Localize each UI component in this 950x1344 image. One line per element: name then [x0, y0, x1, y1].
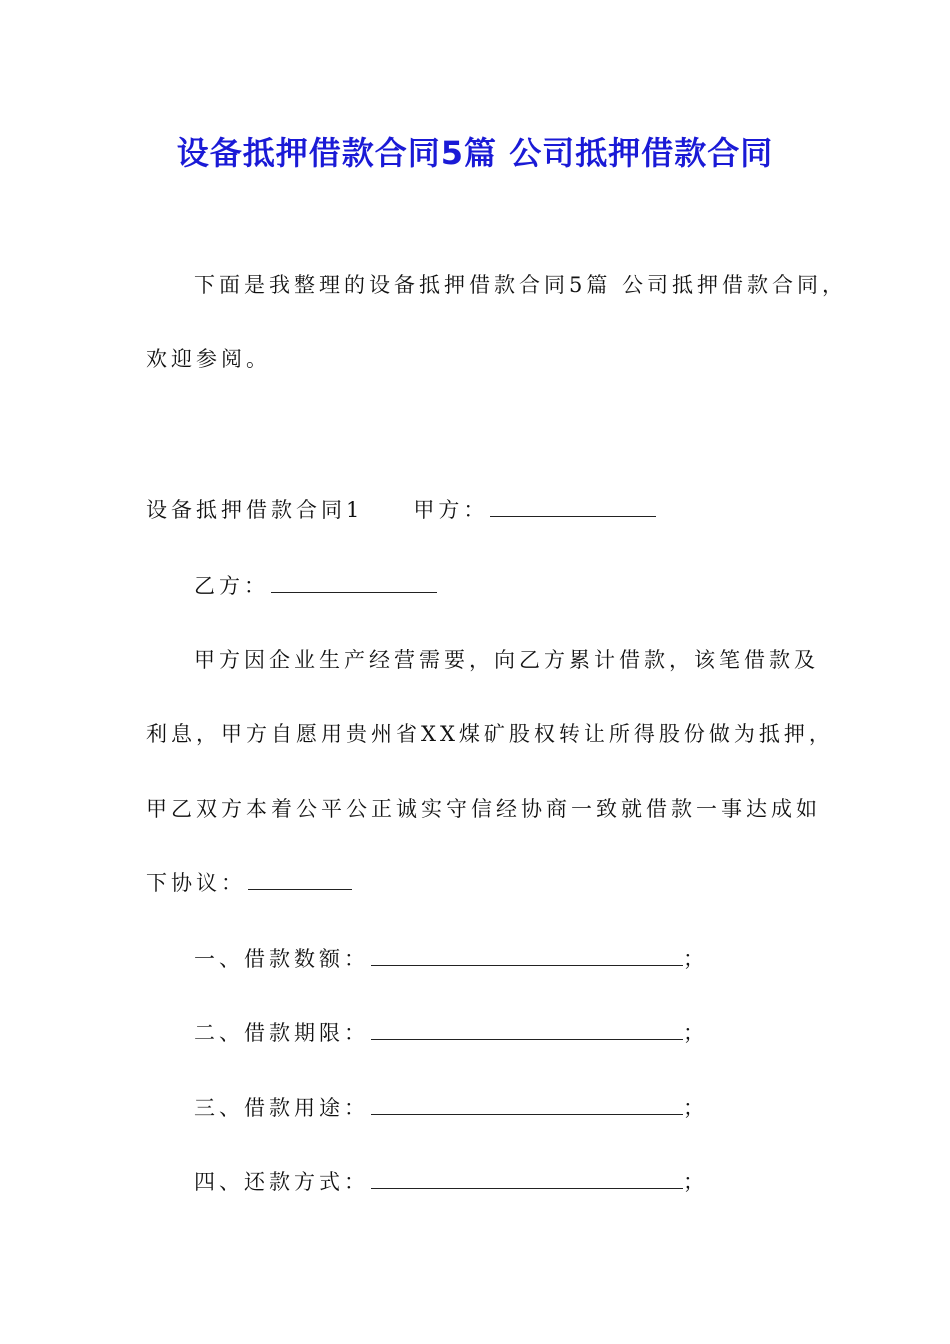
body-line-4-text: 下协议：	[146, 871, 246, 895]
intro-line-1: 下面是我整理的设备抵押借款合同5篇 公司抵押借款合同，	[194, 273, 848, 297]
intro-line-2: 欢迎参阅。	[146, 347, 271, 371]
body-line-2: 利息，甲方自愿用贵州省XX煤矿股权转让所得股份做为抵押，	[146, 722, 834, 746]
item-line-4	[194, 1166, 708, 1197]
item-end: ；	[683, 947, 708, 971]
item-label: 三、借款用途：	[194, 1096, 369, 1120]
item-line-1	[194, 943, 708, 974]
item-blank	[371, 1017, 683, 1040]
contract-heading-line	[146, 494, 656, 525]
body-line-4	[146, 867, 352, 898]
item-line-3	[194, 1092, 708, 1123]
agreement-blank	[248, 867, 352, 890]
item-end: ；	[683, 1170, 708, 1194]
party-b-label: 乙方：	[194, 574, 269, 598]
item-label: 四、还款方式：	[194, 1170, 369, 1194]
item-line-2	[194, 1017, 708, 1048]
party-b-blank	[271, 570, 437, 593]
contract-heading: 设备抵押借款合同1	[146, 498, 364, 522]
party-a-label: 甲方：	[413, 498, 489, 522]
item-blank	[371, 943, 683, 966]
party-a-blank	[490, 494, 656, 517]
item-end: ；	[683, 1096, 708, 1120]
item-end: ；	[683, 1021, 708, 1045]
item-blank	[371, 1092, 683, 1115]
party-b-line	[194, 570, 437, 601]
body-line-1: 甲方因企业生产经营需要，向乙方累计借款，该笔借款及	[194, 648, 819, 672]
item-label: 一、借款数额：	[194, 947, 369, 971]
document-title: 设备抵押借款合同5篇 公司抵押借款合同	[176, 134, 774, 172]
item-blank	[371, 1166, 683, 1189]
body-line-3: 甲乙双方本着公平公正诚实守信经协商一致就借款一事达成如	[146, 797, 821, 821]
item-label: 二、借款期限：	[194, 1021, 369, 1045]
